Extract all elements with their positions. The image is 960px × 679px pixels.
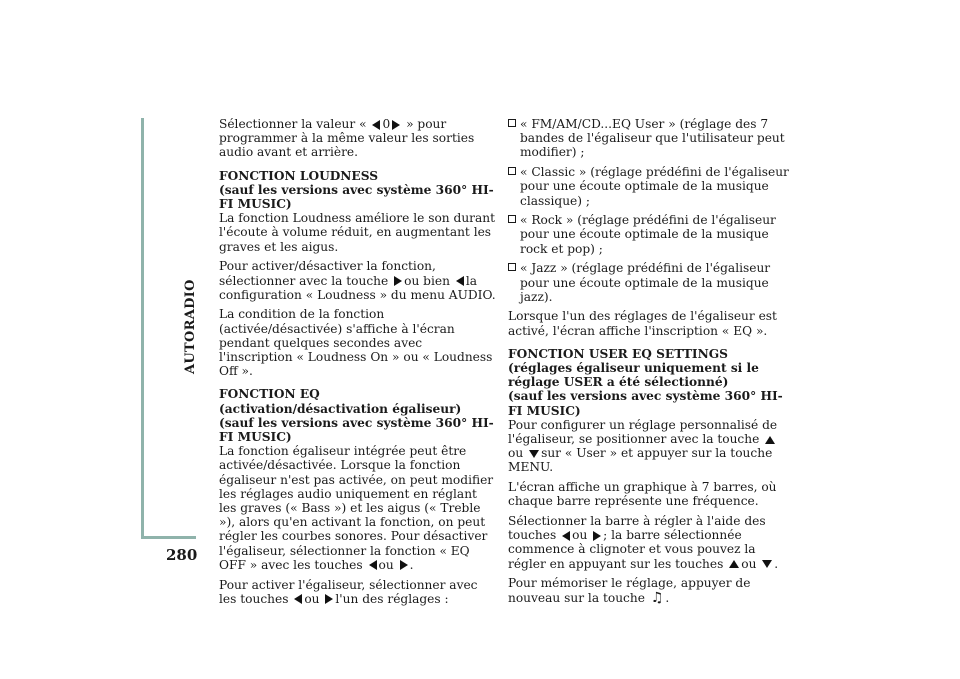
text: Pour activer/désactiver la fonction, sélectionner avec la touche xyxy=(219,259,436,288)
eq-subheading-2: (sauf les versions avec système 360° HI-FI MUSIC) xyxy=(219,415,494,445)
text: ou bien xyxy=(404,273,450,288)
right-arrow-icon xyxy=(593,531,601,541)
loudness-paragraph-1: La fonction Loudness améliore le son durant l'écoute à volume réduit, en augmentant les graves et les aigus. xyxy=(219,211,496,254)
right-arrow-icon xyxy=(325,594,333,604)
loudness-subheading: (sauf les versions avec système 360° HI-FI MUSIC) xyxy=(219,182,494,212)
text: » pour programmer à la même valeur les sorties audio avant et arrière. xyxy=(219,117,475,160)
eq-subheading-1: (activation/désactivation égaliseur) xyxy=(219,401,462,416)
user-eq-paragraph-2: L'écran affiche un graphique à 7 barres, où chaque barre représente une fréquence. xyxy=(508,480,777,509)
text: ou xyxy=(378,557,394,572)
text: ou xyxy=(572,528,588,543)
left-arrow-icon xyxy=(562,531,570,541)
loudness-heading: FONCTION LOUDNESS xyxy=(219,168,379,183)
checkbox-bullet-icon xyxy=(508,263,516,271)
text: . xyxy=(409,557,414,572)
text: « FM/AM/CD...EQ User » (réglage des 7 bandes de l'égaliseur que l'utilisateur peut modifier) ; xyxy=(520,117,785,160)
text: Pour activer l'égaliseur, sélectionner avec les touches xyxy=(219,577,478,606)
text: ou xyxy=(304,591,320,606)
text: La fonction égaliseur intégrée peut être activée/désactivée. Lorsque la fonction égaliseur n'est pas activée, on peut modifier les réglages audio uniquement en réglant les graves (« Bass ») et les aigus (« Treble »), alors qu'en activant la fonction, on peut régler les courbes sonores. Pour désactiver l'égaliseur, sélectionner la fonction « EQ OFF » avec les touches xyxy=(219,444,494,572)
eq-heading: FONCTION EQ xyxy=(219,387,320,402)
text: 0 xyxy=(382,117,391,131)
text: ou xyxy=(741,556,757,571)
user-eq-paragraph-1 xyxy=(508,418,790,475)
checkbox-bullet-icon xyxy=(508,167,516,175)
down-arrow-icon xyxy=(762,560,772,568)
text: « Jazz » (réglage prédéfini de l'égaliseur pour une écoute optimale de la musique jazz). xyxy=(520,261,771,304)
user-eq-paragraph-4 xyxy=(508,576,790,605)
text: . xyxy=(774,556,779,571)
user-eq-subheading-2: (sauf les versions avec système 360° HI-FI MUSIC) xyxy=(508,389,783,418)
user-eq-subheading-1: (réglages égaliseur uniquement si le réglage USER a été sélectionné) xyxy=(508,361,759,390)
left-arrow-icon xyxy=(294,594,302,604)
left-arrow-icon xyxy=(369,560,377,570)
text: . xyxy=(665,590,670,605)
list-item xyxy=(508,261,790,304)
text: la configuration « Loudness » du menu AUDIO. xyxy=(219,273,496,302)
page-number: 280 xyxy=(166,546,198,564)
left-arrow-icon xyxy=(372,120,380,130)
loudness-paragraph-2 xyxy=(219,259,497,302)
list-item xyxy=(508,213,790,256)
loudness-paragraph-3: La condition de la fonction (activée/désactivée) s'affiche à l'écran pendant quelques secondes avec l'inscription « Loudness On » ou « Loudness Off ». xyxy=(219,307,493,379)
list-item xyxy=(508,117,790,160)
eq-paragraph-2 xyxy=(219,578,497,606)
list-item xyxy=(508,165,790,208)
up-arrow-icon xyxy=(729,560,739,568)
text: Sélectionner la valeur « xyxy=(219,117,367,131)
up-arrow-icon xyxy=(765,436,775,444)
text: sur « User » et appuyer sur la touche MENU. xyxy=(508,446,773,475)
section-label: AUTORADIO xyxy=(183,279,198,374)
user-eq-heading: FONCTION USER EQ SETTINGS xyxy=(508,346,728,361)
checkbox-bullet-icon xyxy=(508,119,516,127)
text: Sélectionner la barre à régler à l'aide des touches xyxy=(508,514,766,543)
text: ou xyxy=(508,446,524,461)
text: « Classic » (réglage prédéfini de l'égaliseur pour une écoute optimale de la musique classique) ; xyxy=(520,165,789,208)
music-note-icon: ♫ xyxy=(650,589,664,606)
eq-paragraph-1 xyxy=(219,444,497,572)
text: « Rock » (réglage prédéfini de l'égaliseur pour une écoute optimale de la musique rock et pop) ; xyxy=(520,213,776,256)
eq-active-paragraph: Lorsque l'un des réglages de l'égaliseur est activé, l'écran affiche l'inscription « EQ ». xyxy=(508,309,777,338)
text: l'un des réglages : xyxy=(335,591,449,606)
right-arrow-icon xyxy=(394,276,402,286)
right-column xyxy=(508,117,790,611)
sidebar-horizontal-rule xyxy=(141,536,196,539)
right-arrow-icon xyxy=(392,120,400,130)
sidebar-vertical-rule xyxy=(141,118,144,538)
text: Pour mémoriser le réglage, appuyer de nouveau sur la touche xyxy=(508,576,751,605)
left-column xyxy=(219,117,497,612)
right-arrow-icon xyxy=(400,560,408,570)
text: Pour configurer un réglage personnalisé de l'égaliseur, se positionner avec la touche xyxy=(508,417,778,447)
user-eq-paragraph-3 xyxy=(508,514,790,571)
checkbox-bullet-icon xyxy=(508,215,516,223)
text: ; la barre sélectionnée commence à clignoter et vous pouvez la régler en appuyant sur les touches xyxy=(508,528,756,571)
left-arrow-icon xyxy=(456,276,464,286)
balance-paragraph xyxy=(219,117,497,160)
down-arrow-icon xyxy=(529,450,539,458)
